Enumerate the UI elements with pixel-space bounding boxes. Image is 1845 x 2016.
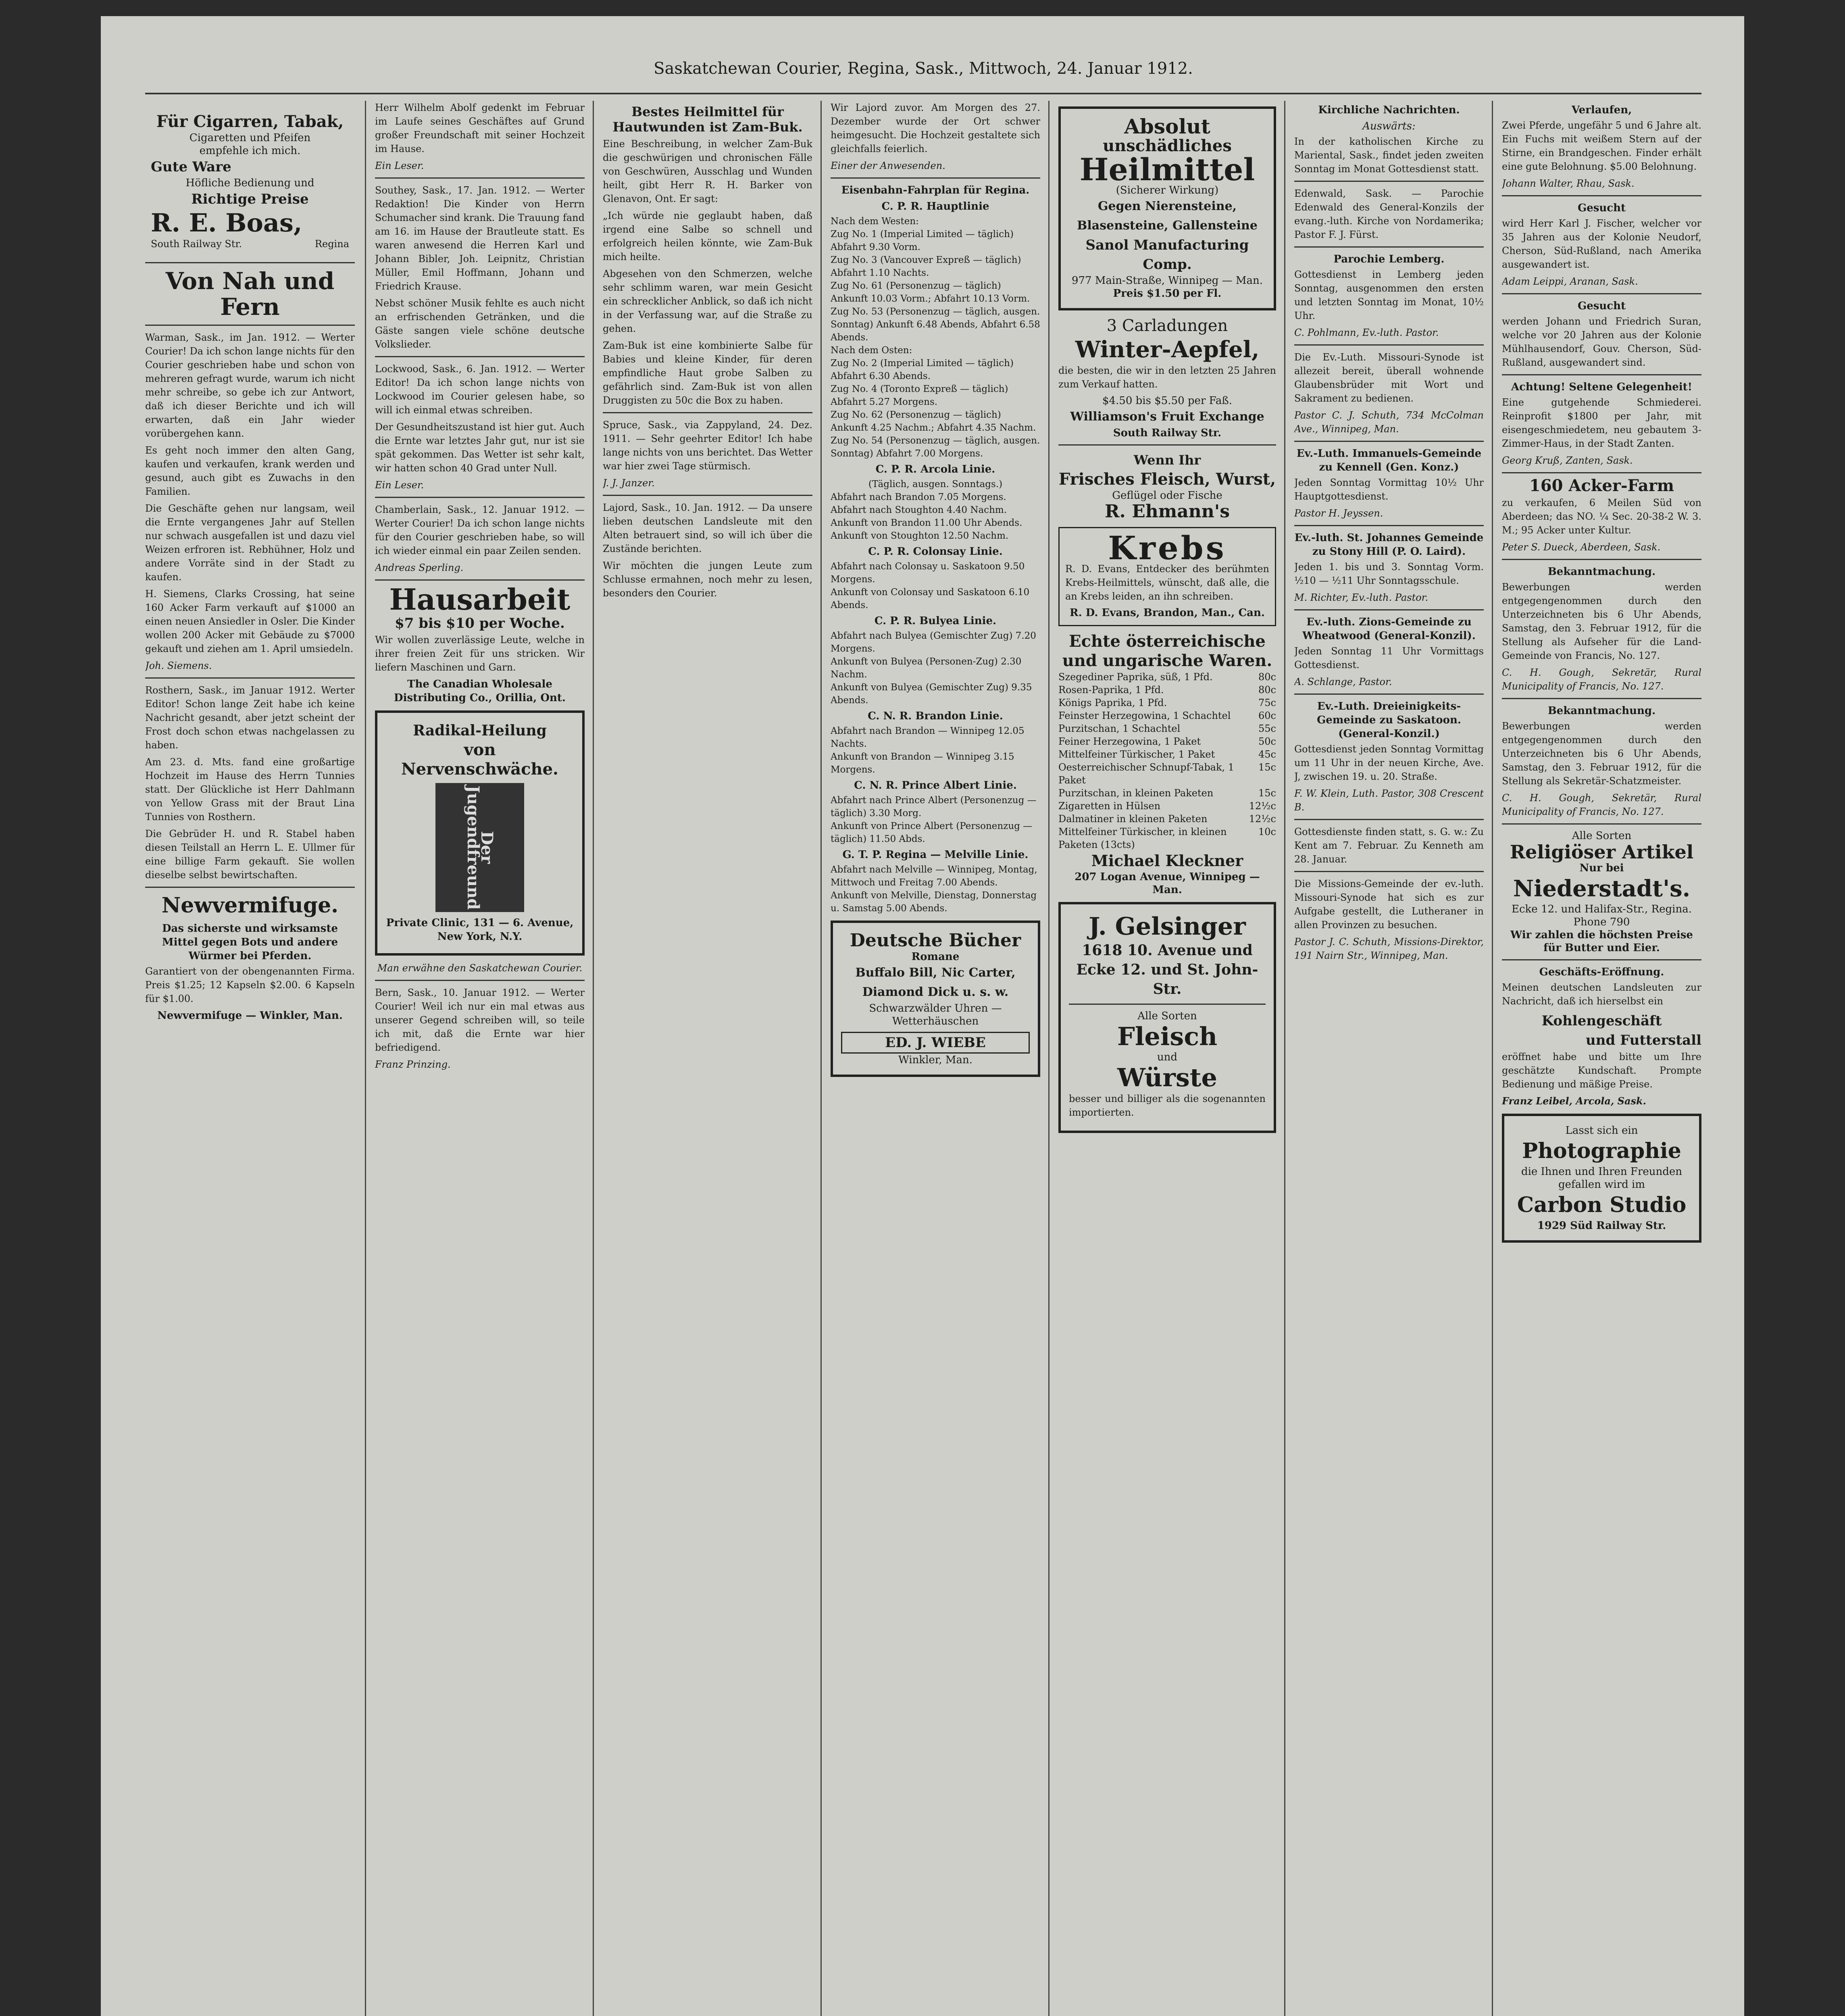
- ad-krebs-name: R. D. Evans, Brandon, Man., Can.: [1070, 607, 1265, 619]
- train-entry: Zug No. 61 (Personenzug — täglich) Ankunft 10.03 Vorm.; Abfahrt 10.13 Vorm.: [831, 281, 1030, 304]
- ad-heilmittel-company: Sanol Manufacturing Comp.: [1085, 237, 1249, 273]
- notice-text: Bewerbungen werden entgegengenommen durch den Unterzeichneten bis 6 Uhr Abends, Samstag, den 3. Februar 1912, für die Stellung als Sekretär-Schatzmeister.: [1502, 721, 1701, 787]
- price-item: Feiner Herzegowina, 1 Paket: [1058, 736, 1201, 747]
- ad-shop-text: eröffnet habe und bitte um Ihre geschätzte Kundschaft. Prompte Bedienung und mäßige Preise.: [1502, 1051, 1701, 1090]
- ad-krebs: [1058, 527, 1276, 626]
- divider: [1069, 1004, 1266, 1005]
- article-paragraph: Abgesehen von den Schmerzen, welche sehr schlimm waren, war mein Gesicht ein schrecklicher Anblick, so daß ich nicht in der Verfassung war, auf die Straße zu gehen.: [603, 268, 812, 334]
- train-entry: Zug No. 4 (Toronto Expreß — täglich) Abfahrt 5.27 Morgens.: [831, 384, 1008, 407]
- timetable-label: (Täglich, ausgen. Sonntags.): [868, 479, 1003, 489]
- ad-apples-title: Winter-Aepfel,: [1075, 336, 1260, 363]
- price-item: Oesterreichischer Schnupf-Tabak, 1 Paket: [1058, 762, 1235, 786]
- price-row: [1058, 748, 1276, 761]
- price-item: Purzitschan, in kleinen Paketen: [1058, 787, 1214, 799]
- ad-books: [831, 921, 1040, 1077]
- church-notice: Jeden 1. bis und 3. Sonntag Vorm. ½10 — ½11 Uhr Sonntagsschule.: [1294, 561, 1484, 586]
- ad-books-note: Schwarzwälder Uhren — Wetterhäuschen: [869, 1002, 1002, 1027]
- train-list-east: [831, 357, 1040, 460]
- ad-cigars-line: empfehle ich mich.: [199, 145, 301, 157]
- ad-heilmittel: [1058, 106, 1276, 310]
- notice-text: werden Johann und Friedrich Suran, welche vor 20 Jahren aus der Kolonie Mühlhausendorf, Gouv. Cherson, Süd-Rußland, ausgewandert sind.: [1502, 316, 1701, 368]
- church-notice: Edenwald, Sask. — Parochie Edenwald des General-Konzils der evang.-luth. Kirche von Nordamerika; Pastor F. J. Fürst.: [1294, 188, 1484, 240]
- ad-photo-line: Lasst sich ein: [1565, 1125, 1638, 1137]
- column-rule: [1284, 101, 1285, 2016]
- church-notice: In der katholischen Kirche zu Mariental, Sask., findet jeden zweiten Sonntag im Monat Gottesdienst statt.: [1294, 136, 1484, 175]
- article-paragraph: Die Gebrüder H. und R. Stabel haben diesen Teilstall an Herrn L. E. Ullmer für eine billige Farm gekauft. Sie wollen dieselbe selbst bewirtschaften.: [145, 828, 355, 881]
- divider: [145, 887, 355, 888]
- ad-religious-note: Wir zahlen die höchsten Preise für Butter und Eier.: [1510, 929, 1693, 954]
- price-row: [1058, 800, 1276, 812]
- divider: [375, 497, 585, 498]
- timetable-line-title: C. N. R. Prince Albert Linie.: [854, 779, 1017, 791]
- article-paragraph: Wir Lajord zuvor. Am Morgen des 27. Dezember wurde der Ort schwer heimgesucht. Die Hochzeit gestaltete sich gleichfalls feierlich.: [831, 102, 1040, 154]
- price-value: 45c: [1258, 749, 1276, 760]
- ad-religious-line: Alle Sorten: [1572, 830, 1632, 842]
- divider: [375, 177, 585, 179]
- train-entry: Abfahrt nach Melville — Winnipeg, Montag, Mittwoch und Freitag 7.00 Abends.: [831, 864, 1037, 888]
- ad-meat-title: Frisches Fleisch, Wurst,: [1058, 470, 1276, 489]
- ad-vermifuge-text: Garantiert von der obengenannten Firma. Preis $1.25; 12 Kapseln $2.00. 6 Kapseln für $1.00.: [145, 966, 355, 1004]
- train-list-bulyea: [831, 629, 1040, 707]
- article-paragraph: Bern, Sask., 10. Januar 1912. — Werter Courier! Weil ich nur ein mal etwas aus unserer Gegend schreiben will, so teile ich mit, daß die Ernte war hier befriedigend.: [375, 987, 585, 1053]
- ad-cigars-line: Richtige Preise: [191, 191, 309, 207]
- ad-cigars-name: R. E. Boas,: [151, 208, 302, 237]
- ad-gelsinger-line: Alle Sorten: [1137, 1010, 1197, 1022]
- ad-gelsinger-line: und: [1157, 1051, 1178, 1063]
- timetable-line-title: C. P. R. Arcola Linie.: [875, 463, 995, 475]
- ad-meat-name: R. Ehmann's: [1104, 501, 1230, 522]
- column-1: [145, 101, 355, 2016]
- ad-heilmittel-line: (Sicherer Wirkung): [1116, 184, 1219, 196]
- church-notice: Die Missions-Gemeinde der ev.-luth. Missouri-Synode hat sich es zur Aufgabe gestellt, die Lutheraner in allen Provinzen zu besuchen.: [1294, 878, 1484, 931]
- church-notice: Gottesdienste finden statt, s. G. w.: Zu Kent am 7. Februar. Zu Kenneth am 28. Januar.: [1294, 826, 1484, 865]
- divider: [1502, 559, 1701, 560]
- ad-religious-line: Nur bei: [1579, 862, 1624, 874]
- divider: [1502, 823, 1701, 825]
- ad-heilmittel-address: 977 Main-Straße, Winnipeg — Man.: [1071, 275, 1263, 287]
- article-paragraph: Southey, Sask., 17. Jan. 1912. — Werter Redaktion! Die Kinder von Herrn Schumacher sind krank. Die Trauung fand am 16. im Hause der Brautleute statt. Es waren anwesend die Herren Karl und Johann Bibler, Joh. Leipnitz, Christian Müller, Emil Hoffmann, Johann und Friedrich Krause.: [375, 185, 585, 292]
- price-row: [1058, 735, 1276, 748]
- church-notice: Jeden Sonntag Vormittag 10½ Uhr Hauptgottesdienst.: [1294, 477, 1484, 502]
- price-row: [1058, 671, 1276, 683]
- price-item: Mittelfeiner Türkischer, 1 Paket: [1058, 749, 1215, 760]
- church-signature: Pastor J. C. Schuth, Missions-Direktor, 191 Nairn Str., Winnipeg, Man.: [1294, 936, 1484, 961]
- notice-text: Zwei Pferde, ungefähr 5 und 6 Jahre alt. Ein Fuchs mit weißem Stern auf der Stirne, ein Brandgeschen. Finder erhält eine gute Belohnung. $5.00 Belohnung.: [1502, 120, 1701, 172]
- ad-photo-name: Carbon Studio: [1517, 1193, 1687, 1217]
- article-signature: Franz Prinzing.: [375, 1059, 451, 1070]
- price-value: 15c: [1258, 787, 1276, 799]
- price-row: [1058, 825, 1276, 851]
- ad-wares-title: Echte österreichische und ungarische Waren.: [1062, 632, 1272, 670]
- column-2: [375, 101, 585, 2016]
- train-entry: Zug No. 62 (Personenzug — täglich) Ankunft 4.25 Nachm.; Abfahrt 4.35 Nachm.: [831, 410, 1036, 433]
- ad-gelsinger-line: Würste: [1117, 1063, 1217, 1092]
- article-paragraph: „Ich würde nie geglaubt haben, daß irgend eine Salbe so schnell und erfolgreich heilen könnte, wie Zam-Buk mich heilte.: [603, 210, 812, 262]
- divider: [145, 677, 355, 679]
- ad-photo-address: 1929 Süd Railway Str.: [1537, 1220, 1666, 1232]
- ad-wares-name: Michael Kleckner: [1091, 852, 1243, 870]
- train-entry: Ankunft von Melville, Dienstag, Donnerstag u. Samstag 5.00 Abends.: [831, 890, 1037, 914]
- price-item: Zigaretten in Hülsen: [1058, 800, 1161, 812]
- price-row: [1058, 722, 1276, 735]
- divider: [1294, 344, 1484, 346]
- ad-cigars-line: Cigaretten und Pfeifen: [189, 132, 311, 144]
- church-notice-title: Ev.-Luth. Dreieinigkeits-Gemeinde zu Saskatoon. (General-Konzil.): [1317, 700, 1461, 740]
- ad-apples: [1058, 316, 1276, 439]
- ad-hausarbeit: [375, 582, 585, 705]
- book-cover-title: Der Jugendfreund: [464, 785, 496, 910]
- train-entry: Abfahrt nach Brandon — Winnipeg 12.05 Nachts.: [831, 726, 1025, 749]
- article-paragraph: H. Siemens, Clarks Crossing, hat seine 160 Acker Farm verkauft auf $1000 an einen neuen Ansiedler in Osler. Die Kinder wollen 200 Acker mit Gebäude zu $7000 gekauft und ziehen am 1. April umsiedeln.: [145, 588, 355, 654]
- train-list-cnr-brandon: [831, 725, 1040, 776]
- ad-hausarbeit-title: Hausarbeit: [389, 582, 571, 616]
- train-list-arcola: [831, 491, 1040, 542]
- divider: [1294, 181, 1484, 182]
- ad-meat: [1058, 450, 1276, 521]
- train-entry: Zug No. 2 (Imperial Limited — täglich) Abfahrt 6.30 Abends.: [831, 358, 1014, 381]
- train-entry: Abfahrt nach Prince Albert (Personenzug — täglich) 3.30 Morg.: [831, 795, 1037, 818]
- column-4: [831, 101, 1040, 2016]
- section-title: Von Nah und Fern: [165, 267, 335, 321]
- divider: [1502, 698, 1701, 699]
- article-paragraph: Warman, Sask., im Jan. 1912. — Werter Courier! Da ich schon lange nichts für den Courier geschrieben habe und schon von mehreren gefragt wurde, warum ich nicht mehr schreibe, so gebe ich zur Antwort, daß ich dieser Berichte und ich will erwarten, daß ein Jahr wieder vorübergehen kann.: [145, 332, 355, 439]
- price-value: 80c: [1258, 671, 1276, 683]
- article-paragraph: Die Geschäfte gehen nur langsam, weil die Ernte vergangenes Jahr auf Stellen nur schwach ausgefallen ist und dazu viel Weizen erfroren ist. Rebhühner, Holz und andere Vorräte sind in der Stadt zu kaufen.: [145, 503, 355, 583]
- divider: [831, 177, 1040, 179]
- train-list-gtp: [831, 863, 1040, 915]
- divider: [1058, 444, 1276, 446]
- divider: [1502, 472, 1701, 473]
- timetable-line-title: C. N. R. Brandon Linie.: [868, 710, 1003, 722]
- ad-apples-price: $4.50 bis $5.50 per Faß.: [1102, 395, 1233, 407]
- train-entry: Ankunft von Bulyea (Gemischter Zug) 9.35 Abends.: [831, 682, 1032, 706]
- ad-heilmittel-line: unschädliches: [1103, 136, 1232, 155]
- notice-signature: C. H. Gough, Sekretär, Rural Municipality of Francis, No. 127.: [1502, 667, 1701, 692]
- ad-heilung: [375, 710, 585, 956]
- church-signature: Pastor C. J. Schuth, 734 McColman Ave., Winnipeg, Man.: [1294, 410, 1484, 435]
- article-paragraph: Es geht noch immer den alten Gang, kaufen und verkaufen, krank werden und gesund, auch gibt es Zuwachs in den Familien.: [145, 445, 355, 497]
- article-paragraph: Herr Wilhelm Abolf gedenkt im Februar im Laufe seines Geschäftes auf Grund großer Freundschaft mit seiner Hochzeit im Hause.: [375, 102, 585, 154]
- price-item: Szegediner Paprika, süß, 1 Pfd.: [1058, 671, 1213, 683]
- price-list: [1058, 671, 1276, 851]
- paper-title: Saskatchewan Courier, Regina, Sask., Mittwoch, 24. Januar 1912.: [654, 59, 1193, 78]
- page-content: [145, 16, 1701, 2016]
- divider: [1294, 609, 1484, 610]
- price-value: 10c: [1258, 826, 1276, 837]
- ad-photo: [1502, 1114, 1701, 1243]
- ad-shop-bold: Kohlengeschäft: [1541, 1013, 1662, 1029]
- notice-text: Eine gutgehende Schmiederei. Reinprofit $1800 per Jahr, mit eisengeschmiedetem, neu gebautem 3-Zimmer-Haus, in der Stadt Zanten.: [1502, 397, 1701, 449]
- ad-krebs-title: Krebs: [1108, 529, 1227, 567]
- ad-krebs-text: R. D. Evans, Entdecker des berühmten Krebs-Heilmittels, wünscht, daß alle, die an Krebs leiden, an ihn schreiben.: [1065, 563, 1269, 602]
- church-notice: Gottesdienst jeden Sonntag Vormittag um 11 Uhr in der neuen Kirche, Ave. J, zwischen 19. u. 20. Straße.: [1294, 744, 1484, 782]
- book-cover-image: [435, 783, 524, 912]
- article-title: Bestes Heilmittel für Hautwunden ist Zam-Buk.: [612, 104, 803, 135]
- ad-photo-line: die Ihnen und Ihren Freunden gefallen wird im: [1521, 1166, 1683, 1191]
- ad-religious-address: Ecke 12. und Halifax-Str., Regina. Phone 790: [1512, 903, 1692, 928]
- divider: [1502, 293, 1701, 294]
- divider: [1294, 871, 1484, 872]
- ad-wares-address: 207 Logan Avenue, Winnipeg — Man.: [1075, 871, 1260, 896]
- ad-heilmittel-line: Absolut: [1124, 115, 1210, 138]
- train-list-colonsay: [831, 560, 1040, 612]
- divider: [1294, 694, 1484, 695]
- price-value: 15c: [1258, 762, 1276, 773]
- ad-gelsinger-text: besser und billiger als die sogenannten importierten.: [1069, 1093, 1266, 1118]
- price-row: [1058, 812, 1276, 825]
- price-row: [1058, 696, 1276, 709]
- ad-books-title: Deutsche Bücher: [850, 930, 1021, 951]
- ad-hausarbeit-subtitle: $7 bis $10 per Woche.: [395, 615, 565, 631]
- notice-title: Achtung! Seltene Gelegenheit!: [1511, 381, 1693, 393]
- divider: [145, 325, 355, 326]
- timetable-label: Nach dem Westen:: [831, 216, 919, 227]
- timetable-label: Nach dem Osten:: [831, 345, 912, 356]
- notice-title: Bekanntmachung.: [1547, 705, 1656, 717]
- divider: [1502, 374, 1701, 375]
- article-signature: Ein Leser.: [375, 160, 424, 171]
- train-entry: Ankunft von Colonsay und Saskatoon 6.10 Abends.: [831, 587, 1030, 610]
- ad-apples-text: die besten, die wir in den letzten 25 Jahren zum Verkauf hatten.: [1058, 365, 1276, 390]
- ad-cigars: [145, 106, 355, 256]
- train-entry: Ankunft von Prince Albert (Personenzug — täglich) 11.50 Abds.: [831, 821, 1033, 844]
- church-notice: Die Ev.-Luth. Missouri-Synode ist allezeit bereit, überall wohnende Glaubensbrüder mit Wort und Sakrament zu bedienen.: [1294, 352, 1484, 404]
- ad-shop-bold: und Futterstall: [1586, 1032, 1701, 1048]
- church-section-subtitle: Auswärts:: [1362, 120, 1416, 132]
- price-row: [1058, 761, 1276, 787]
- divider: [1294, 246, 1484, 248]
- ad-wares: [1058, 632, 1276, 896]
- ad-photo-title: Photographie: [1522, 1139, 1681, 1163]
- article-signature: J. J. Janzer.: [603, 477, 655, 489]
- price-item: Dalmatiner in kleinen Paketen: [1058, 813, 1208, 825]
- notice-title: Gesucht: [1577, 300, 1626, 312]
- ad-apples-name: Williamson's Fruit Exchange: [1070, 410, 1264, 424]
- price-row: [1058, 787, 1276, 800]
- notice-title: Bekanntmachung.: [1547, 566, 1656, 578]
- ad-vermifuge-title: Newvermifuge.: [161, 893, 339, 918]
- church-signature: Pastor H. Jeyssen.: [1294, 508, 1383, 519]
- church-notice-title: Ev.-luth. St. Johannes Gemeinde zu Stony Hill (P. O. Laird).: [1294, 532, 1484, 558]
- notice-signature: Georg Kruß, Zanten, Sask.: [1502, 455, 1633, 466]
- ad-hausarbeit-text: Wir wollen zuverlässige Leute, welche in ihrer freien Zeit für uns stricken. Wir liefern Maschinen und Garn.: [375, 634, 585, 673]
- ad-heilung-title: Radikal-Heilung: [413, 722, 547, 739]
- ad-cigars-line: Höfliche Bedienung und: [185, 177, 314, 189]
- train-list-cnr-albert: [831, 794, 1040, 846]
- ad-cigars-address: South Railway Str.: [151, 238, 242, 250]
- timetable-title: Eisenbahn-Fahrplan für Regina.: [841, 184, 1030, 196]
- ad-heilmittel-price: Preis $1.50 per Fl.: [1113, 287, 1222, 300]
- ad-heilung-note: Man erwähne den Saskatchewan Courier.: [377, 962, 583, 974]
- ad-heilmittel-title: Heilmittel: [1079, 152, 1255, 187]
- price-value: 50c: [1258, 736, 1276, 747]
- divider: [1294, 525, 1484, 526]
- article-paragraph: Spruce, Sask., via Zappyland, 24. Dez. 1911. — Sehr geehrter Editor! Ich habe lange nichts von uns berichtet. Das Wetter war hier zwei Tage stürmisch.: [603, 419, 812, 472]
- train-entry: Ankunft von Bulyea (Personen-Zug) 2.30 Nachm.: [831, 656, 1022, 680]
- notice-text: zu verkaufen, 6 Meilen Süd von Aberdeen; das NO. ¼ Sec. 20-38-2 W. 3. M.; 95 Acker unter Kultur.: [1502, 497, 1701, 536]
- notice-signature: Johann Walter, Rhau, Sask.: [1502, 178, 1635, 189]
- masthead: [145, 44, 1701, 94]
- divider: [145, 262, 355, 263]
- notice-text: wird Herr Karl J. Fischer, welcher vor 35 Jahren aus der Kolonie Neudorf, Cherson, Süd-Rußland, nach Amerika ausgewandert ist.: [1502, 218, 1701, 270]
- price-item: Feinster Herzegowina, 1 Schachtel: [1058, 710, 1231, 721]
- ad-shop-signature: Franz Leibel, Arcola, Sask.: [1502, 1095, 1647, 1107]
- timetable-line-title: C. P. R. Colonsay Linie.: [868, 546, 1003, 558]
- church-signature: C. Pohlmann, Ev.-luth. Pastor.: [1294, 327, 1439, 338]
- ad-meat-line: Geflügel oder Fische: [1112, 489, 1222, 502]
- train-entry: Abfahrt nach Brandon 7.05 Morgens.: [831, 492, 1006, 502]
- price-value: 75c: [1258, 697, 1276, 708]
- ad-shop-title: Geschäfts-Eröffnung.: [1539, 966, 1664, 978]
- ad-religious-name: Niederstadt's.: [1513, 875, 1691, 902]
- ad-books-subtitle: Romane: [911, 951, 960, 963]
- church-signature: F. W. Klein, Luth. Pastor, 308 Crescent B.: [1294, 788, 1484, 813]
- church-notice: Gottesdienst in Lemberg jeden Sonntag, ausgenommen den ersten und letzten Sonntag im Monat, 10½ Uhr.: [1294, 269, 1484, 321]
- ad-apples-line: 3 Carladungen: [1106, 317, 1228, 335]
- train-entry: Zug No. 53 (Personenzug — täglich, ausgen. Sonntag) Ankunft 6.48 Abends, Abfahrt 6.58 Abends.: [831, 306, 1040, 343]
- ad-hausarbeit-footer: The Canadian Wholesale Distributing Co., Orillia, Ont.: [394, 678, 566, 704]
- article-paragraph: Wir möchten die jungen Leute zum Schlusse ermahnen, noch mehr zu lesen, besonders den Courier.: [603, 560, 812, 599]
- divider: [375, 356, 585, 357]
- ad-gelsinger-line: Fleisch: [1117, 1022, 1218, 1051]
- ad-books-text: Buffalo Bill, Nic Carter, Diamond Dick u. s. w.: [855, 966, 1016, 999]
- notice-title: Gesucht: [1577, 202, 1626, 214]
- train-entry: Zug No. 1 (Imperial Limited — täglich) Abfahrt 9.30 Vorm.: [831, 229, 1014, 252]
- church-notice: Jeden Sonntag 11 Uhr Vormittags Gottesdienst.: [1294, 646, 1484, 671]
- ad-cigars-headline: Für Cigarren, Tabak,: [156, 112, 344, 131]
- ad-meat-line: Wenn Ihr: [1133, 452, 1201, 468]
- ad-religious-title: Religiöser Artikel: [1510, 841, 1694, 863]
- divider: [375, 980, 585, 981]
- article-paragraph: Eine Beschreibung, in welcher Zam-Buk die geschwürigen und chronischen Fälle von Geschwüren, Ausschlag und Wunden heilt, gibt Herr R. H. Barker von Glenavon, Ont. Er sagt:: [603, 138, 812, 204]
- church-notice-title: Ev.-Luth. Immanuels-Gemeinde zu Kennell (Gen. Konz.): [1296, 448, 1482, 473]
- column-rule: [365, 101, 366, 2016]
- column-rule: [593, 101, 594, 2016]
- ad-apples-address: South Railway Str.: [1113, 427, 1222, 439]
- article-paragraph: Chamberlain, Sask., 12. Januar 1912. — Werter Courier! Da ich schon lange nichts für den Courier geschrieben habe, so will ich wieder einmal ein paar Zeilen senden.: [375, 504, 585, 556]
- ad-gelsinger-address: 1618 10. Avenue und Ecke 12. und St. John-Str.: [1076, 942, 1258, 998]
- price-item: Mittelfeiner Türkischer, in kleinen Paketen (13cts): [1058, 826, 1227, 850]
- price-row: [1058, 709, 1276, 722]
- divider: [1502, 959, 1701, 960]
- article-signature: Einer der Anwesenden.: [831, 160, 945, 171]
- price-row: [1058, 683, 1276, 696]
- notice-signature: C. H. Gough, Sekretär, Rural Municipality of Francis, No. 127.: [1502, 792, 1701, 817]
- church-notice-title: Parochie Lemberg.: [1333, 253, 1445, 265]
- timetable-line-title: C. P. R. Hauptlinie: [881, 200, 989, 212]
- train-entry: Abfahrt nach Bulyea (Gemischter Zug) 7.20 Morgens.: [831, 631, 1036, 654]
- newspaper-page: [101, 16, 1744, 2016]
- price-value: 60c: [1258, 710, 1276, 721]
- church-section-title: Kirchliche Nachrichten.: [1318, 104, 1460, 116]
- train-list-west: [831, 228, 1040, 344]
- column-rule: [1492, 101, 1493, 2016]
- notice-text: Bewerbungen werden entgegengenommen durch den Unterzeichneten bis 6 Uhr Abends, Samstag, den 3. Februar 1912, für die Stellung als Aufseher für die Land-Gemeinde von Francis, No. 127.: [1502, 581, 1701, 661]
- ad-books-name: ED. J. WIEBE: [841, 1032, 1030, 1054]
- train-entry: Ankunft von Brandon 11.00 Uhr Abends.: [831, 518, 1022, 528]
- article-paragraph: Lajord, Sask., 10. Jan. 1912. — Da unsere lieben deutschen Landsleute mit den Alten betrauert sind, so will ich über die Zustände berichten.: [603, 502, 812, 554]
- train-entry: Ankunft von Stoughton 12.50 Nachm.: [831, 531, 1009, 541]
- ad-cigars-line: Gute Ware: [151, 159, 231, 175]
- church-signature: A. Schlange, Pastor.: [1294, 676, 1392, 687]
- church-signature: M. Richter, Ev.-luth. Pastor.: [1294, 592, 1429, 603]
- divider: [1294, 441, 1484, 442]
- ad-cigars-city: Regina: [314, 238, 349, 250]
- article-paragraph: Zam-Buk ist eine kombinierte Salbe für Babies und kleine Kinder, für deren empfindliche Haut grobe Salben zu gefährlich sind. Zam-Buk ist von allen Druggisten zu 50c die Box zu haben.: [603, 340, 812, 406]
- divider: [1502, 195, 1701, 196]
- train-entry: Abfahrt nach Colonsay u. Saskatoon 9.50 Morgens.: [831, 561, 1025, 585]
- column-3: [603, 101, 812, 2016]
- ad-vermifuge-footer: Newvermifuge — Winkler, Man.: [157, 1010, 343, 1022]
- article-signature: Andreas Sperling.: [375, 562, 464, 573]
- price-item: Purzitschan, 1 Schachtel: [1058, 723, 1181, 734]
- timetable-line-title: G. T. P. Regina — Melville Linie.: [842, 849, 1029, 861]
- column-rule: [820, 101, 822, 2016]
- notice-title: 160 Acker-Farm: [1529, 476, 1674, 495]
- train-entry: Abfahrt nach Stoughton 4.40 Nachm.: [831, 505, 1007, 515]
- column-5: [1058, 101, 1276, 2016]
- ad-religious: [1502, 829, 1701, 954]
- price-value: 80c: [1258, 684, 1276, 696]
- price-item: Königs Paprika, 1 Pfd.: [1058, 697, 1167, 708]
- ad-heilung-footer: Private Clinic, 131 — 6. Avenue, New York, N.Y.: [386, 917, 574, 943]
- article-paragraph: Der Gesundheitszustand ist hier gut. Auch die Ernte war letztes Jahr gut, nur ist sie spät gekommen. Das Wetter ist sehr kalt, wir hatten schon 40 Grad unter Null.: [375, 421, 585, 474]
- price-value: 12½c: [1249, 800, 1276, 812]
- article-signature: Ein Leser.: [375, 479, 424, 491]
- church-notice-title: Ev.-luth. Zions-Gemeinde zu Wheatwood (General-Konzil).: [1302, 616, 1476, 642]
- ad-gelsinger: [1058, 902, 1276, 1133]
- column-6: [1294, 101, 1484, 2016]
- price-item: Rosen-Paprika, 1 Pfd.: [1058, 684, 1164, 696]
- train-entry: Ankunft von Brandon — Winnipeg 3.15 Morgens.: [831, 752, 1014, 775]
- price-value: 12½c: [1249, 813, 1276, 825]
- train-entry: Zug No. 3 (Vancouver Expreß — täglich) Abfahrt 1.10 Nachts.: [831, 255, 1021, 278]
- notice-signature: Peter S. Dueck, Aberdeen, Sask.: [1502, 541, 1661, 553]
- ad-gelsinger-name: J. Gelsinger: [1089, 912, 1246, 941]
- train-entry: Zug No. 54 (Personenzug — täglich, ausgen. Sonntag) Abfahrt 7.00 Morgens.: [831, 435, 1040, 459]
- article-paragraph: Rosthern, Sask., im Januar 1912. Werter Editor! Schon lange Zeit habe ich keine Nachricht gesandt, aber jetzt scheint der Frost doch schon etwas nachgelassen zu haben.: [145, 685, 355, 751]
- divider: [1294, 819, 1484, 820]
- notice-signature: Adam Leippi, Aranan, Sask.: [1502, 276, 1638, 287]
- column-7: [1502, 101, 1701, 2016]
- divider: [603, 412, 812, 413]
- ad-shop: [1502, 965, 1701, 1108]
- article-paragraph: Lockwood, Sask., 6. Jan. 1912. — Werter Editor! Da ich schon lange nichts von Lockwood im Courier gelesen habe, so will ich einmal etwas schreiben.: [375, 363, 585, 416]
- ad-vermifuge: [145, 893, 355, 1023]
- timetable-line-title: C. P. R. Bulyea Linie.: [874, 615, 997, 627]
- notice-title: Verlaufen,: [1571, 104, 1632, 116]
- article-paragraph: Am 23. d. Mts. fand eine großartige Hochzeit im Hause des Herrn Tunnies statt. Der Glückliche ist Herr Dahlmann von Yellow Grass mit der Braut Lina Tunnies von Rosthern.: [145, 756, 355, 823]
- column-rule: [1048, 101, 1050, 2016]
- divider: [375, 579, 585, 581]
- ad-vermifuge-subtitle: Das sicherste und wirksamste Mittel gegen Bots und andere Würmer bei Pferden.: [162, 923, 338, 962]
- ad-heilmittel-line: Gegen Nierensteine, Blasensteine, Gallensteine: [1077, 199, 1258, 233]
- ad-shop-text: Meinen deutschen Landsleuten zur Nachricht, daß ich hierselbst ein: [1502, 982, 1701, 1007]
- divider: [603, 495, 812, 496]
- price-value: 55c: [1258, 723, 1276, 734]
- ad-books-city: Winkler, Man.: [898, 1054, 973, 1066]
- ad-heilung-subtitle: von Nervenschwäche.: [401, 740, 558, 779]
- article-paragraph: Nebst schöner Musik fehlte es auch nicht an erfrischenden Getränken, und die Gäste sangen viele schöne deutsche Volkslieder.: [375, 298, 585, 350]
- article-signature: Joh. Siemens.: [145, 660, 212, 671]
